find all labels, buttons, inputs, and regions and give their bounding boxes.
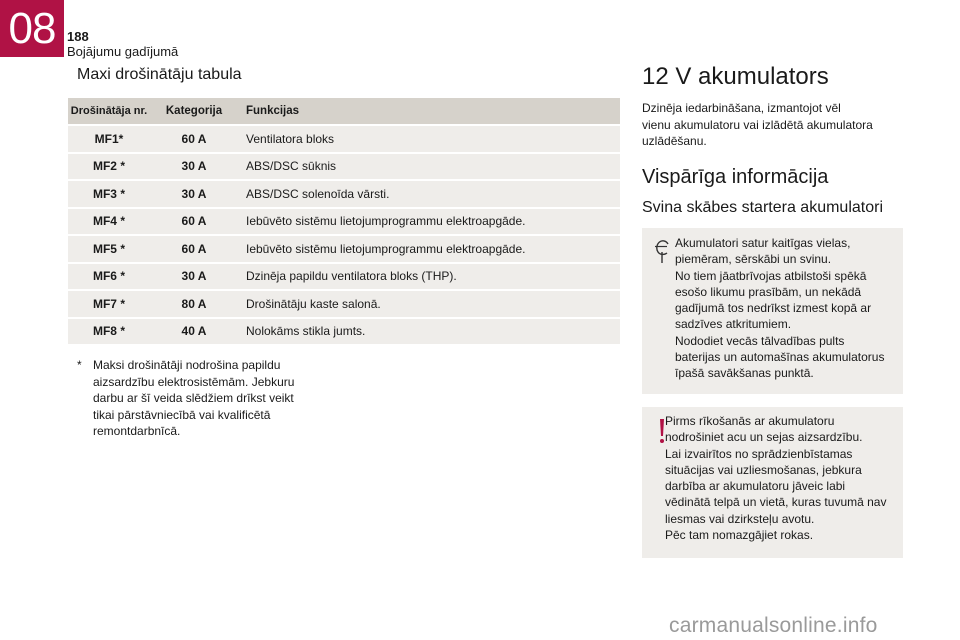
footnote-line: aizsardzību elektrosistēmām. Jebkuru <box>93 374 295 389</box>
category-cell: 60 A <box>150 126 238 152</box>
intro-line: Dzinēja iedarbināšana, izmantojot vēl <box>642 101 841 115</box>
warning-line: situācijas vai uzliesmošanas, jebkura <box>665 462 862 477</box>
table-row <box>68 181 620 207</box>
column-header-fuse-number: Drošinātāja nr. <box>68 98 150 124</box>
page-title: 12 V akumulators <box>642 63 829 90</box>
intro-paragraph <box>642 100 882 150</box>
table-row <box>68 264 620 290</box>
subsection-heading: Svina skābes startera akumulatori <box>642 199 883 216</box>
footnote-line: remontdarbnīcā. <box>93 424 181 438</box>
table-row <box>68 236 620 262</box>
footnote-line: Maksi drošinātāji nodrošina papildu <box>93 358 281 372</box>
table-row <box>68 154 620 180</box>
function-cell: ABS/DSC sūknis <box>238 154 620 180</box>
function-cell: Dzinēja papildu ventilatora bloks (THP). <box>238 264 620 290</box>
recycle-notice-line: esošo likumu prasībām, un nekādā <box>675 284 862 299</box>
fuse-number-cell: MF7 * <box>68 291 150 317</box>
footnote <box>77 357 327 440</box>
page-number: 188 <box>67 29 89 44</box>
recycle-notice-line: gadījumā tos nedrīkst izmest kopā ar <box>675 301 872 316</box>
footnote-line: darbu ar šī veida slēdžiem drīkst veikt <box>93 391 294 405</box>
footnote-marker: * <box>77 358 82 372</box>
warning-box <box>642 407 903 558</box>
warning-line: darbība ar akumulatoru jāveic labi <box>665 479 846 494</box>
table-row <box>68 126 620 152</box>
warning-line: Lai izvairītos no sprādzienbīstamas <box>665 446 853 461</box>
fuse-table-title: Maxi drošinātāju tabula <box>77 66 242 83</box>
fuse-number-cell: MF3 * <box>68 181 150 207</box>
warning-line: vēdinātā telpā un vietā, kuras tuvumā nav <box>665 495 887 510</box>
recycle-icon <box>651 236 673 264</box>
intro-line: vienu akumulatoru vai izlādētā akumulatora <box>642 117 873 132</box>
footnote-line: tikai pārstāvniecībā vai kvalificētā <box>93 407 271 422</box>
fuse-number-cell: MF2 * <box>68 154 150 180</box>
category-cell: 30 A <box>150 264 238 290</box>
watermark: carmanualsonline.info <box>669 614 878 637</box>
table-header-row <box>68 98 620 124</box>
recycle-notice-line: Nododiet vecās tālvadības pults <box>675 333 845 348</box>
recycle-notice-line: Akumulatori satur kaitīgas vielas, <box>675 236 851 250</box>
function-cell: ABS/DSC solenoīda vārsti. <box>238 181 620 207</box>
table-row <box>68 319 620 345</box>
table-row <box>68 209 620 235</box>
warning-line: liesmas vai dzirksteļu avotu. <box>665 511 815 526</box>
column-header-category: Kategorija <box>150 98 238 124</box>
recycle-notice-line: No tiem jāatbrīvojas atbilstoši spēkā <box>675 268 867 283</box>
table-body <box>68 126 620 344</box>
column-header-functions: Funkcijas <box>238 98 620 124</box>
intro-line: uzlādēšanu. <box>642 134 707 148</box>
function-cell: Iebūvēto sistēmu lietojumprogrammu elektroapgāde. <box>238 209 620 235</box>
recycle-notice-text <box>675 235 900 382</box>
recycle-notice-box <box>642 228 903 394</box>
category-cell: 60 A <box>150 209 238 235</box>
function-cell: Ventilatora bloks <box>238 126 620 152</box>
chapter-number: 08 <box>8 3 56 53</box>
recycle-notice-line: baterijas un automašīnas akumulatorus <box>675 350 885 365</box>
function-cell: Drošinātāju kaste salonā. <box>238 291 620 317</box>
fuse-number-cell: MF1* <box>68 126 150 152</box>
section-heading: Vispārīga informācija <box>642 166 829 188</box>
function-cell: Iebūvēto sistēmu lietojumprogrammu elektroapgāde. <box>238 236 620 262</box>
category-cell: 30 A <box>150 181 238 207</box>
warning-text <box>665 413 901 543</box>
fuse-table <box>68 96 620 346</box>
chapter-tab <box>0 0 64 57</box>
fuse-number-cell: MF4 * <box>68 209 150 235</box>
recycle-notice-line: sadzīves atkritumiem. <box>675 317 792 332</box>
table-row <box>68 291 620 317</box>
function-cell: Nolokāms stikla jumts. <box>238 319 620 345</box>
fuse-number-cell: MF5 * <box>68 236 150 262</box>
section-header: Bojājumu gadījumā <box>67 44 179 59</box>
recycle-notice-line: piemēram, sērskābi un svinu. <box>675 252 832 267</box>
category-cell: 80 A <box>150 291 238 317</box>
category-cell: 30 A <box>150 154 238 180</box>
warning-line: Pēc tam nomazgājiet rokas. <box>665 528 814 543</box>
fuse-number-cell: MF8 * <box>68 319 150 345</box>
fuse-number-cell: MF6 * <box>68 264 150 290</box>
footnote-text <box>77 357 327 440</box>
category-cell: 60 A <box>150 236 238 262</box>
warning-line: Pirms rīkošanās ar akumulatoru <box>665 414 835 428</box>
category-cell: 40 A <box>150 319 238 345</box>
recycle-notice-line: īpašā savākšanas punktā. <box>675 366 814 381</box>
warning-line: nodrošiniet acu un sejas aizsardzību. <box>665 430 863 445</box>
